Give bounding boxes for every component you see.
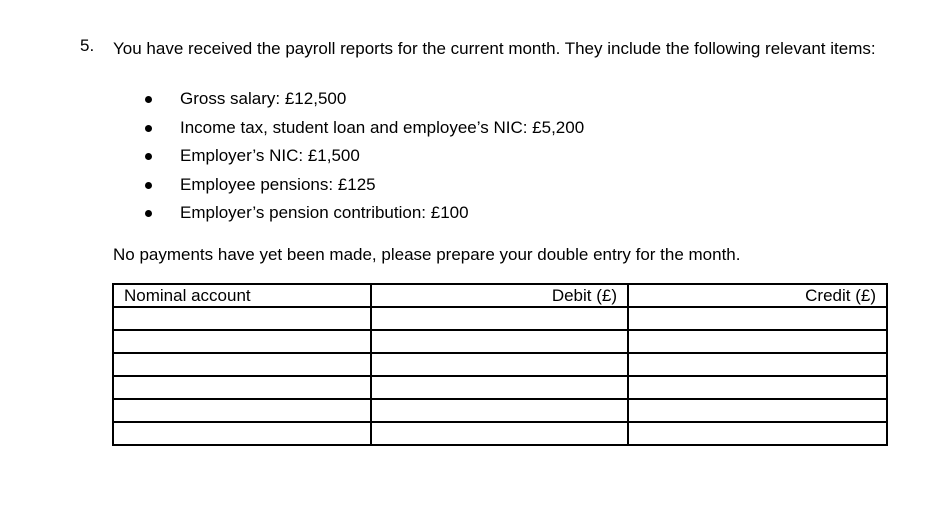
bullet-icon: [145, 125, 152, 132]
header-nominal-account: Nominal account: [113, 284, 371, 307]
list-item-text: Income tax, student loan and employee’s NIC: £5,200: [180, 117, 585, 137]
debit-cell[interactable]: [371, 353, 628, 376]
question-number: 5.: [80, 36, 95, 55]
nominal-account-cell[interactable]: [113, 353, 371, 376]
credit-cell[interactable]: [628, 330, 887, 353]
list-item-text: Employer’s pension contribution: £100: [180, 203, 469, 222]
credit-cell[interactable]: [628, 353, 887, 376]
bullet-icon: [145, 96, 152, 103]
header-debit: Debit (£): [371, 284, 628, 307]
bullet-icon: [145, 210, 152, 217]
question-text: You have received the payroll reports for the current month. They include the following relevant items:: [113, 39, 876, 58]
debit-cell[interactable]: [371, 330, 628, 353]
double-entry-table: [112, 283, 888, 446]
debit-cell[interactable]: [371, 376, 628, 399]
list-item-text: Employee pensions: £125: [180, 174, 376, 194]
list-item-text: Employer’s NIC: £1,500: [180, 146, 360, 165]
debit-cell[interactable]: [371, 399, 628, 422]
table-row: [113, 353, 887, 376]
bullet-icon: [145, 182, 152, 189]
credit-cell[interactable]: [628, 422, 887, 445]
table-body: [113, 307, 887, 445]
table-header-row: [113, 284, 887, 307]
debit-cell[interactable]: [371, 422, 628, 445]
debit-cell[interactable]: [371, 307, 628, 330]
list-item-text: Gross salary: £12,500: [180, 89, 347, 108]
nominal-account-cell[interactable]: [113, 376, 371, 399]
header-credit: Credit (£): [628, 284, 887, 307]
nominal-account-cell[interactable]: [113, 307, 371, 330]
nominal-account-cell[interactable]: [113, 399, 371, 422]
instruction-text: No payments have yet been made, please prepare your double entry for the month.: [113, 245, 741, 264]
nominal-account-cell[interactable]: [113, 330, 371, 353]
credit-cell[interactable]: [628, 399, 887, 422]
table-row: [113, 399, 887, 422]
table-row: [113, 376, 887, 399]
table-row: [113, 422, 887, 445]
nominal-account-cell[interactable]: [113, 422, 371, 445]
table-row: [113, 330, 887, 353]
credit-cell[interactable]: [628, 307, 887, 330]
bullet-icon: [145, 153, 152, 160]
credit-cell[interactable]: [628, 376, 887, 399]
table-row: [113, 307, 887, 330]
